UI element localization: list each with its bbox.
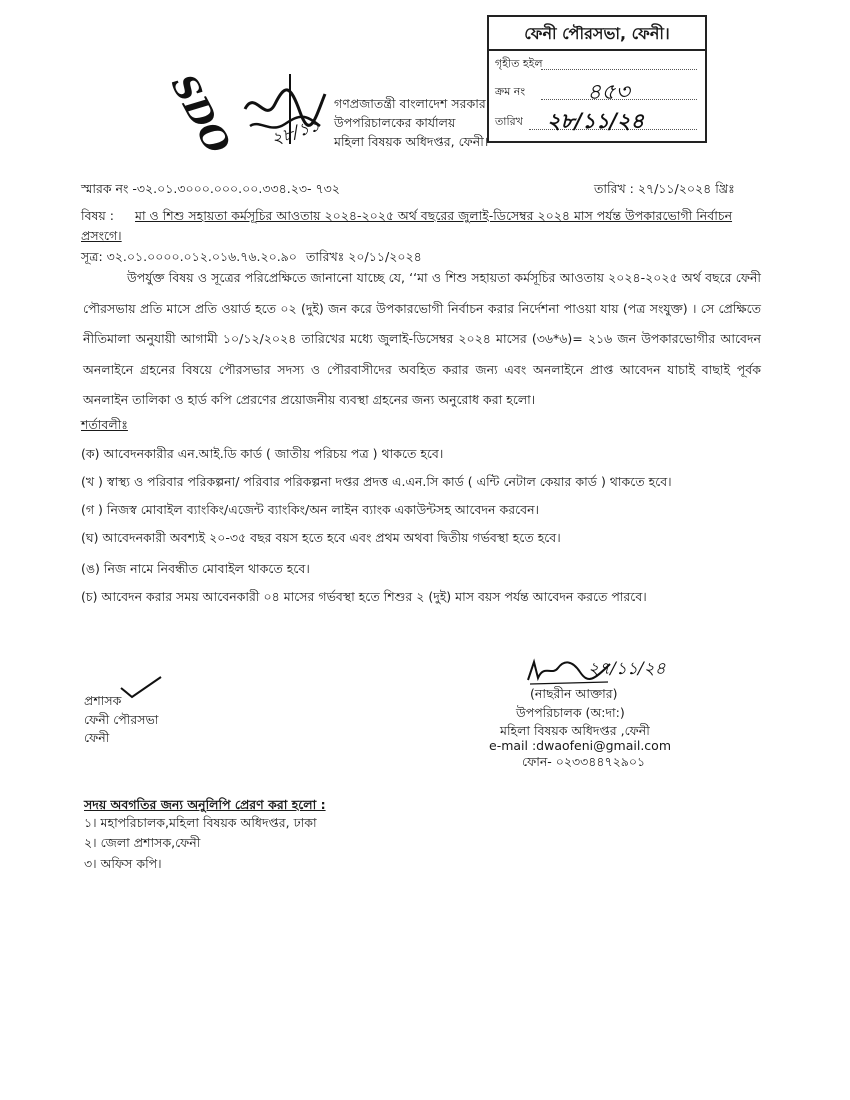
stamp-divider: [489, 49, 705, 51]
receipt-stamp: [487, 15, 707, 143]
subject-label: বিষয় :: [81, 208, 114, 223]
recipient-location: ফেনী: [84, 730, 110, 745]
signature-handwritten-date: ২৭/১১/২৪: [588, 659, 666, 679]
header-department: মহিলা বিষয়ক অধিদপ্তর, ফেনী।: [334, 134, 489, 149]
condition-item: (খ ) স্বাস্থ্য ও পরিবার পরিকল্পনা/ পরিবার পরিকল্পনা দপ্তর প্রদত্ত এ.এন.সি কার্ড ( এন্টি নেটাল কেয়ার কার্ড ) থাকতে হবে।: [81, 474, 672, 489]
memo-date: তারিখ : ২৭/১১/২০২৪ খ্রিঃ: [594, 181, 735, 196]
signatory-office: মহিলা বিষয়ক অধিদপ্তর ,ফেনী: [500, 723, 650, 738]
subject-text-line1: মা ও শিশু সহায়তা কর্মসূচির আওতায় ২০২৪-২০২৫ অর্থ বছরের জুলাই-ডিসেম্বর ২০২৪ মাস পর্যন্ত উপকারভোগী নির্বাচন: [135, 208, 733, 223]
copy-recipient: ২। জেলা প্রশাসক,ফেনী: [84, 835, 201, 850]
conditions-heading: শর্তাবলীঃ: [81, 417, 128, 432]
stamp-date-value: ২৮/১১/২৪: [547, 108, 645, 133]
signatory-designation: উপপরিচালক (অ:দা:): [516, 705, 625, 720]
copies-heading: সদয় অবগতির জন্য অনুলিপি প্রেরণ করা হলো :: [84, 797, 326, 812]
condition-item: (গ ) নিজস্ব মোবাইল ব্যাংকিং/এজেন্ট ব্যাংকিং/অন লাইন ব্যাংক একাউন্টসহ আবেদন করবেন।: [81, 502, 540, 517]
stamp-serial-label: ক্রম নং: [495, 85, 526, 98]
stamp-title: ফেনী পৌরসভা, ফেনী।: [524, 24, 670, 43]
subject-text-line2: প্রসংগে।: [81, 228, 122, 243]
handwritten-note-sdo: SDO: [162, 68, 238, 161]
stamp-received-line: [541, 69, 697, 70]
source-reference: সূত্র: ৩২.০১.০০০০.০১২.০১৬.৭৬.২০.৯০: [81, 249, 297, 264]
signatory-email: e-mail :dwaofeni@gmail.com: [489, 738, 672, 753]
copy-recipient: ৩। অফিস কপি।: [84, 856, 162, 871]
recipient-title: প্রশাসক: [84, 693, 122, 708]
condition-item: (ক) আবেদনকারীর এন.আই.ডি কার্ড ( জাতীয় পরিচয় পত্র ) থাকতে হবে।: [81, 446, 444, 461]
handwritten-note-date: ২৮/১১: [268, 115, 323, 150]
header-government: গণপ্রজাতন্ত্রী বাংলাদেশ সরকার: [334, 96, 486, 111]
body-paragraph: উপর্যুক্ত বিষয় ও সূত্রের পরিপ্রেক্ষিতে জানানো যাচ্ছে যে, ‘‘মা ও শিশু সহায়তা কর্মসূচির আওতায় ২০২৪-২০২৫ অর্থ বছরে ফেনী পৌরসভায় প্রতি মাসে প্রতি ওয়ার্ড হতে ০২ (দুই) জন করে উপকারভোগী নির্বাচন করার নির্দেশনা পাওয়া যায় (পত্র সংযুক্ত) । সে প্রেক্ষিতে নীতিমালা অনুযায়ী আগামী ১০/১২/২০২৪ তারিখের মধ্যে জুলাই-ডিসেম্বর ২০২৪ মাসের (৩৬*৬)= ২১৬ জন উপকারভোগীর আবেদন অনলাইনে গ্রহনের বিষয়ে পৌরসভার সদস্য ও পৌরবাসীদের অবহিত করার জন্য এবং অনলাইনে প্রাপ্ত আবেদন যাচাই বাছাই পূর্বক অনলাইন তালিকা ও হার্ড কপি প্রেরণের প্রয়োজনীয় ব্যবস্থা গ্রহনের জন্য অনুরোধ করা হলো।: [83, 270, 761, 407]
stamp-date-label: তারিখ: [495, 115, 523, 128]
memo-reference: স্মারক নং -৩২.০১.৩০০০.০০০.০০.৩৩৪.২৩- ৭৩২: [81, 181, 340, 196]
condition-item: (ঘ) আবেদনকারী অবশ্যই ২০-৩৫ বছর বয়স হতে হবে এবং প্রথম অথবা দ্বিতীয় গর্ভবস্থা হতে হবে।: [81, 530, 561, 545]
stamp-serial-value: ৪৫৩: [587, 80, 630, 105]
condition-item: (ঙ) নিজ নামে নিবন্ধীত মোবাইল থাকতে হবে।: [81, 561, 310, 576]
signatory-phone: ফোন- ০২৩৩৪৪৭২৯০১: [522, 754, 646, 769]
checkmark-icon: [118, 674, 164, 700]
condition-item: (চ) আবেদন করার সময় আবেনকারী ০৪ মাসের গর্ভবস্থা হতে শিশুর ২ (দুই) মাস বয়স পর্যন্ত আবেদন করতে পারবে।: [81, 589, 647, 604]
signatory-name: (নাছরীন আক্তার): [530, 686, 618, 701]
recipient-organization: ফেনী পৌরসভা: [84, 712, 159, 727]
copy-recipient: ১। মহাপরিচালক,মহিলা বিষয়ক অধিদপ্তর, ঢাকা: [84, 815, 317, 830]
header-office: উপপরিচালকের কার্যালয়: [334, 115, 456, 130]
source-date: তারিখঃ ২০/১১/২০২৪: [306, 249, 422, 264]
stamp-received-label: গৃহীত হইল: [495, 57, 543, 70]
